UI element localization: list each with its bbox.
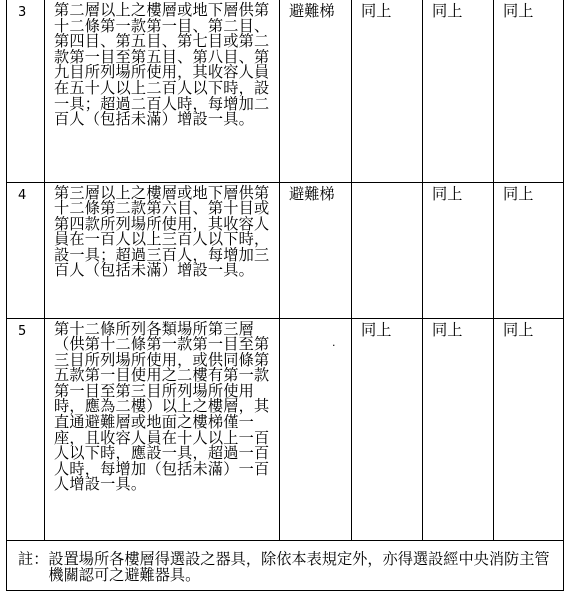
row-value-cell: 同上 — [423, 182, 494, 318]
row-value-cell: 同上 — [494, 182, 564, 318]
row-number: 3 — [7, 0, 45, 182]
row-equipment-cell: 避難梯 — [280, 0, 352, 182]
row-description: 第二層以上之樓層或地下層供第十二條第一款第一目、第二目、第四目、第五目、第七目或第二款第一目至第五目、第八目、第九目所列場所使用，其收容人員在五十人以上二百人以下時，設一具；超過二百人時，每增加二百人（包括未滿）增設一具。 — [45, 0, 280, 182]
row-description: 第三層以上之樓層或地下層供第十二條第二款第六目、第十目或第四款所列場所使用，其收容人員在一百人以上三百人以下時，設一具；超過三百人，每增加三百人（包括未滿）增設一具。 — [45, 182, 280, 318]
row-equipment-cell — [280, 318, 352, 540]
row-value-cell: 同上 — [494, 318, 564, 540]
row-value-cell: 同上 — [423, 0, 494, 182]
note-text: 設置場所各樓層得選設之器具，除依本表規定外，亦得選設經中央消防主管機關認可之避難器具。 — [48, 549, 550, 584]
row-value-cell: 同上 — [352, 318, 423, 540]
row-description: 第十二條所列各類場所第三層（供第十二條第一款第一目至第三目所列場所使用，或供同條第五款第一目使用之二樓有第一款第一目至第三目所列場所使用時，應為二樓）以上之樓層，其直通避難層或地面之樓梯僅一座，且收容人員在十人以上一百人以下時，應設一具，超過一百人時，每增加（包括未滿）一百人增設一具。 — [45, 318, 280, 540]
row-value-cell: 同上 — [494, 0, 564, 182]
note-row — [7, 540, 564, 590]
note-cell — [7, 540, 564, 590]
row-number: 5 — [7, 318, 45, 540]
row-value-cell — [352, 182, 423, 318]
row-value-cell: 同上 — [352, 0, 423, 182]
stray-mark: . — [332, 335, 336, 349]
row-equipment-cell: 避難梯 — [280, 182, 352, 318]
row-value-cell: 同上 — [423, 318, 494, 540]
row-number: 4 — [7, 182, 45, 318]
table-row — [7, 318, 564, 540]
table-row — [7, 0, 564, 182]
table-row — [7, 182, 564, 318]
note-label: 註： — [18, 549, 49, 568]
evacuation-equipment-table — [6, 0, 564, 591]
